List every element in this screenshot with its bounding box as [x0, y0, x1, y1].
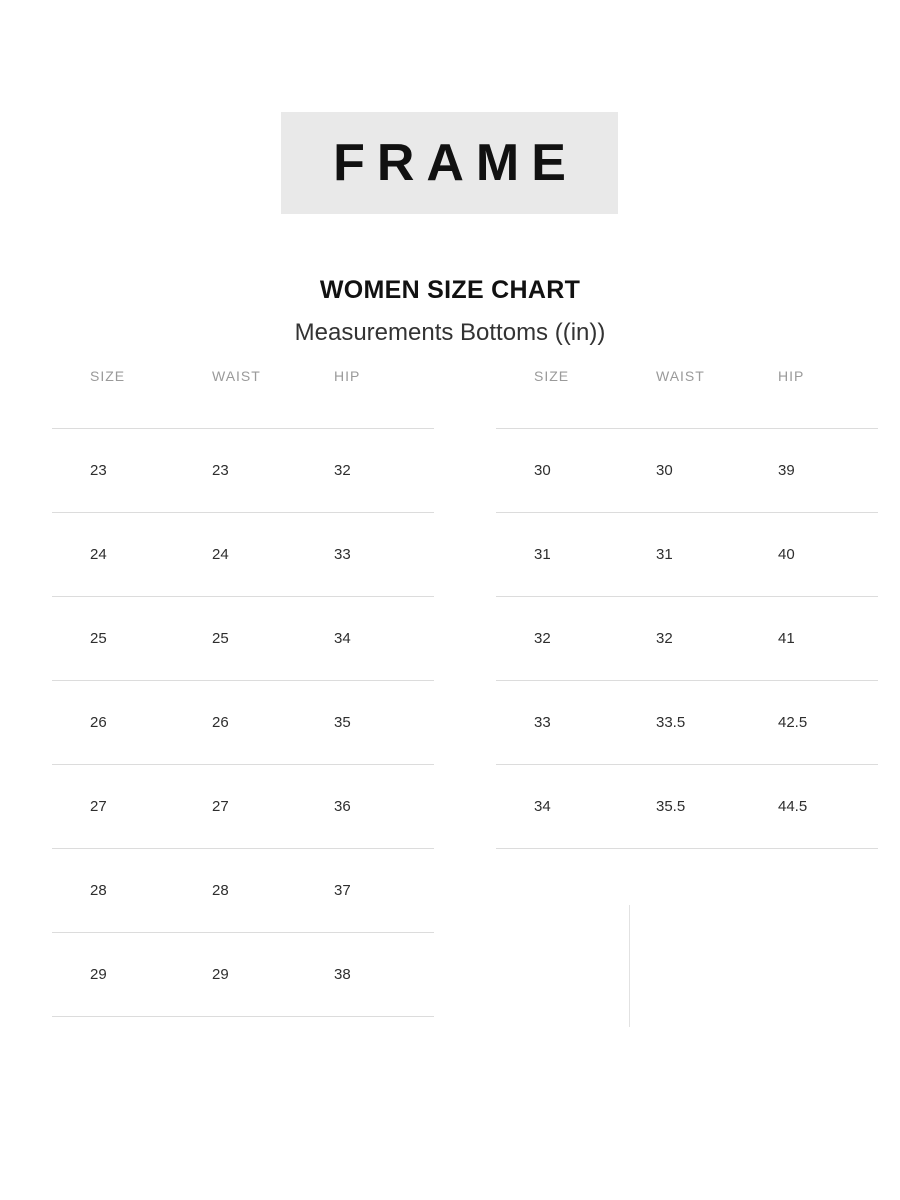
table-row — [52, 933, 434, 1017]
table-row — [496, 513, 878, 597]
cell-size: 34 — [496, 765, 656, 849]
cell-size: 23 — [52, 429, 212, 513]
cell-waist: 30 — [656, 429, 778, 513]
cell-waist: 29 — [212, 933, 334, 1017]
column-header-hip: HIP — [334, 368, 434, 429]
column-header-size: SIZE — [496, 368, 656, 429]
page-subtitle: Measurements Bottoms ((in)) — [294, 319, 606, 346]
cell-size: 26 — [52, 681, 212, 765]
cell-waist: 25 — [212, 597, 334, 681]
cell-waist: 26 — [212, 681, 334, 765]
cell-hip: 42.5 — [778, 681, 878, 765]
cell-hip: 44.5 — [778, 765, 878, 849]
table-header-row — [496, 368, 878, 429]
cell-waist: 32 — [656, 597, 778, 681]
column-header-waist: WAIST — [656, 368, 778, 429]
cell-hip: 36 — [334, 765, 434, 849]
cell-waist: 33.5 — [656, 681, 778, 765]
table-row — [52, 765, 434, 849]
cell-size: 30 — [496, 429, 656, 513]
column-header-hip: HIP — [778, 368, 878, 429]
table-row — [52, 849, 434, 933]
cell-waist: 23 — [212, 429, 334, 513]
size-tables-container — [0, 368, 900, 1017]
size-table-left — [52, 368, 434, 1017]
table-row — [52, 513, 434, 597]
cell-size: 27 — [52, 765, 212, 849]
cell-size: 31 — [496, 513, 656, 597]
brand-logo-text: FRAME — [333, 134, 578, 192]
size-table-left-wrapper — [52, 368, 424, 1017]
vertical-divider — [629, 905, 630, 1027]
cell-hip: 37 — [334, 849, 434, 933]
cell-hip: 39 — [778, 429, 878, 513]
cell-hip: 35 — [334, 681, 434, 765]
table-row — [496, 597, 878, 681]
cell-hip: 33 — [334, 513, 434, 597]
cell-waist: 24 — [212, 513, 334, 597]
cell-hip: 34 — [334, 597, 434, 681]
cell-size: 25 — [52, 597, 212, 681]
size-table-right-wrapper — [496, 368, 868, 1017]
cell-size: 29 — [52, 933, 212, 1017]
table-row — [52, 429, 434, 513]
table-row — [52, 597, 434, 681]
cell-hip: 32 — [334, 429, 434, 513]
cell-size: 28 — [52, 849, 212, 933]
table-row — [52, 681, 434, 765]
cell-waist: 28 — [212, 849, 334, 933]
column-header-size: SIZE — [52, 368, 212, 429]
table-header-row — [52, 368, 434, 429]
size-table-right — [496, 368, 878, 849]
cell-waist: 31 — [656, 513, 778, 597]
cell-size: 33 — [496, 681, 656, 765]
table-row — [496, 681, 878, 765]
cell-waist: 27 — [212, 765, 334, 849]
brand-logo — [281, 112, 618, 214]
cell-waist: 35.5 — [656, 765, 778, 849]
page-title: WOMEN SIZE CHART — [319, 276, 581, 304]
column-header-waist: WAIST — [212, 368, 334, 429]
cell-hip: 38 — [334, 933, 434, 1017]
table-row — [496, 429, 878, 513]
cell-size: 24 — [52, 513, 212, 597]
cell-hip: 40 — [778, 513, 878, 597]
cell-hip: 41 — [778, 597, 878, 681]
table-row — [496, 765, 878, 849]
cell-size: 32 — [496, 597, 656, 681]
